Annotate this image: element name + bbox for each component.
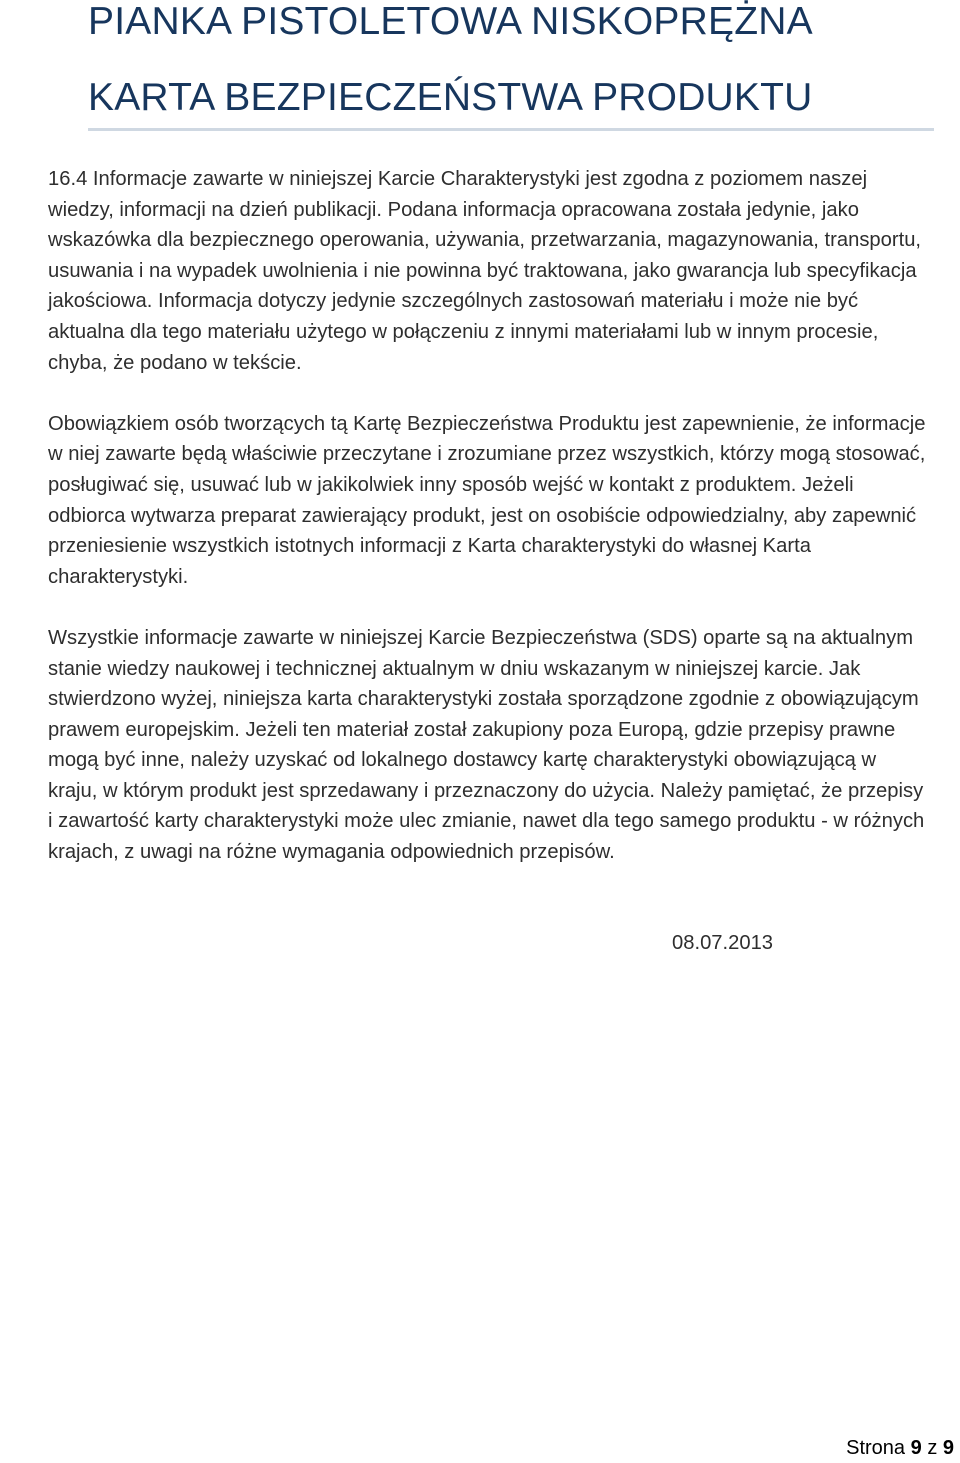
- header-divider: [88, 128, 934, 131]
- paragraph-responsibility: Obowiązkiem osób tworzących tą Kartę Bezpieczeństwa Produktu jest zapewnienie, że informacje w niej zawarte będą właściwie przeczytane i zrozumiane przez wszystkich, którzy mogą stosować, posługiwać się, usuwać lub w jakikolwiek inny sposób wejść w kontakt z produktem. Jeżeli odbiorca wytwarza preparat zawierający produkt, jest on osobiście odpowiedzialny, aby zapewnić przeniesienie wszystkich istotnych informacji z Karta charakterystyki do własnej Karta charakterystyki.: [48, 412, 926, 588]
- paragraph-16-4: 16.4 Informacje zawarte w niniejszej Karcie Charakterystyki jest zgodna z poziomem naszej wiedzy, informacji na dzień publikacji. Podana informacja opracowana została jedynie, jako wskazówka dla bezpiecznego operowania, używania, przetwarzania, magazynowania, transportu, usuwania i na wypadek uwolnienia i nie powinna być traktowana, jako gwarancja lub specyfikacja jakościowa. Informacja dotyczy jedynie szczególnych zastosowań materiału i może nie być aktualna dla tego materiału użytego w połączeniu z innymi materiałami lub w innym procesie, chyba, że podano w tekście.: [48, 168, 922, 374]
- page-number-footer: [846, 1436, 954, 1460]
- product-title: PIANKA PISTOLETOWA NISKOPRĘŻNA: [88, 0, 813, 43]
- paragraph-legal-basis: Wszystkie informacje zawarte w niniejszej Karcie Bezpieczeństwa (SDS) oparte są na aktualnym stanie wiedzy naukowej i technicznej aktualnym w dniu wskazanym w niniejszej karcie. Jak stwierdzono wyżej, niniejsza karta charakterystyki została sporządzone zgodnie z obowiązującym prawem europejskim. Jeżeli ten materiał został zakupiony poza Europą, gdzie przepisy prawne mogą być inne, należy uzyskać od lokalnego dostawcy kartę charakterystyki obowiązującą w kraju, w którym produkt jest sprzedawany i przeznaczony do użycia. Należy pamiętać, że przepisy i zawartość karty charakterystyki może ulec zmianie, nawet dla tego samego produktu - w różnych krajach, z uwagi na różne wymagania odpowiednich przepisów.: [48, 626, 925, 864]
- of-label: z: [927, 1437, 938, 1459]
- document-date: 08.07.2013: [672, 932, 774, 954]
- total-pages: 9: [942, 1437, 954, 1459]
- document-body: [48, 164, 928, 868]
- page-label: Strona: [846, 1437, 906, 1459]
- current-page: 9: [910, 1437, 922, 1459]
- document-title: KARTA BEZPIECZEŃSTWA PRODUKTU: [88, 76, 813, 119]
